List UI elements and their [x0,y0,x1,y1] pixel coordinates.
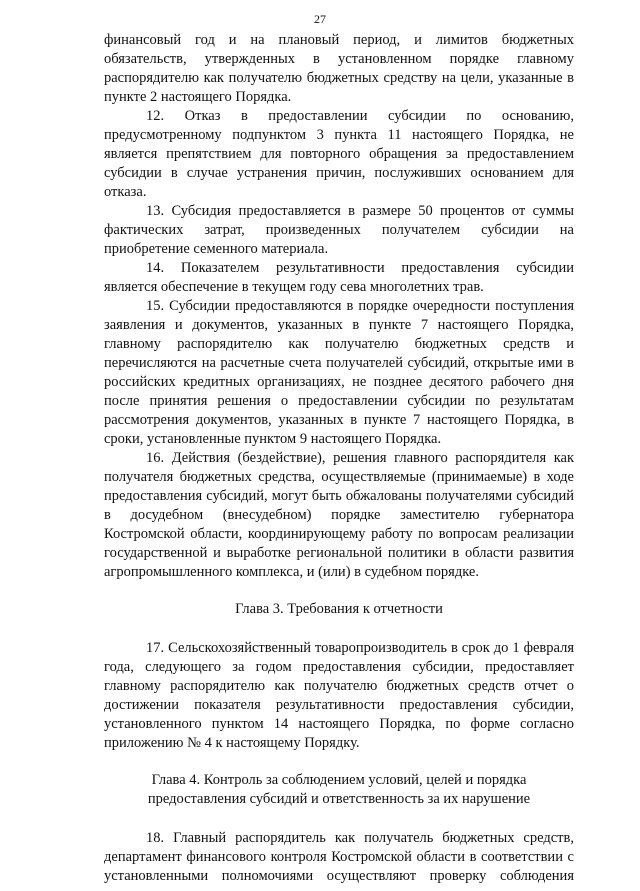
text-line: является обеспечение в текущем году сева многолетних трав. [104,279,484,295]
text-line: департамент финансового контроля Костромской области в соответствии с [104,849,574,865]
text-line: достижении показателя результативности предоставления субсидии, [104,697,574,713]
text-line: заявления и документов, указанных в пункте 7 настоящего Порядка, [104,317,574,333]
text-line: установленного пунктом 14 настоящего Порядка, по форме согласно [104,716,574,732]
text-line: является препятствием для повторного обращения за предоставлением [104,146,574,162]
text-line: предусмотренному подпунктом 3 пункта 11 настоящего Порядка, не [104,127,574,143]
spacer [104,619,574,639]
text-line: фактических затрат, произведенных получателем субсидии на [104,222,574,238]
spacer [104,582,574,600]
spacer [104,809,574,829]
text-line: финансовый год и на плановый период, и лимитов бюджетных [104,32,574,48]
text-line: Костромской области, координирующему работу по вопросам реализации [104,526,574,542]
text-line: приложению № 4 к настоящему Порядку. [104,735,360,751]
text-line: российских кредитных организациях, не позднее десятого рабочего дня [104,374,574,390]
page-number: 27 [314,12,326,26]
text-line: главному распорядителю как получателю бюджетных средств отчет о [104,678,574,694]
text-line: приобретение семенного материала. [104,241,329,257]
text-line: 14. Показателем результативности предоставления субсидии [146,260,574,276]
text-line: распорядителю как получателю бюджетных средству на цели, указанные в [104,70,574,86]
text-line: агропромышленного комплекса, и (или) в судебном порядке. [104,564,479,580]
chapter-4-heading [104,771,574,809]
document-body [104,31,574,886]
text-line: получателя бюджетных средства, осуществляемые (принимаемые) в ходе [104,469,574,485]
text-line: 17. Сельскохозяйственный товаропроизводитель в срок до 1 февраля [146,640,574,656]
text-line: 12. Отказ в предоставлении субсидии по основанию, [146,108,574,124]
text-line: рассмотрения документов, указанных в пункте 7 настоящего Порядка, в [104,412,574,428]
text-line: 15. Субсидии предоставляются в порядке очередности поступления [146,298,574,314]
heading-line: Глава 4. Контроль за соблюдением условий, целей и порядка [151,772,527,788]
text-line: отказа. [104,184,147,200]
text-line: 13. Субсидия предоставляется в размере 50 процентов от суммы [146,203,574,219]
text-line: установленными полномочиями осуществляют проверку соблюдения [104,868,574,884]
heading-line: предоставления субсидий и ответственность за их нарушение [147,791,531,807]
paragraph-12 [104,107,574,202]
chapter-3-heading: Глава 3. Требования к отчетности [235,601,443,617]
text-line: перечисляются на расчетные счета получателей субсидий, открытые ими в [104,355,574,371]
paragraph-18 [104,829,574,886]
paragraph-13 [104,202,574,259]
spacer [104,753,574,771]
text-line: года, следующего за годом предоставления субсидии, предоставляет [104,659,574,675]
paragraph-continuation [104,31,574,107]
text-line: сроки, установленные пунктом 9 настоящего Порядка. [104,431,442,447]
text-line: предоставления субсидий, могут быть обжалованы получателями субсидий [104,488,574,504]
paragraph-15 [104,297,574,449]
paragraph-17 [104,639,574,753]
text-line: в досудебном (внесудебном) порядке заместителю губернатора [104,507,574,523]
paragraph-14 [104,259,574,297]
text-line: 16. Действия (бездействие), решения главного распорядителя как [146,450,574,466]
text-line: после принятия решения о предоставлении субсидии по результатам [104,393,574,409]
text-line: субсидии в случае устранения причин, послуживших основанием для [104,165,574,181]
text-line: пункте 2 настоящего Порядка. [104,89,292,105]
paragraph-16 [104,449,574,582]
text-line: главному распорядителю как получателю бюджетных средств и [104,336,574,352]
text-line: 18. Главный распорядитель как получатель бюджетных средств, [146,830,574,846]
text-line: государственной и выработке региональной политики в области развития [104,545,574,561]
text-line: обязательств, утвержденных в установленном порядке главному [104,51,574,67]
